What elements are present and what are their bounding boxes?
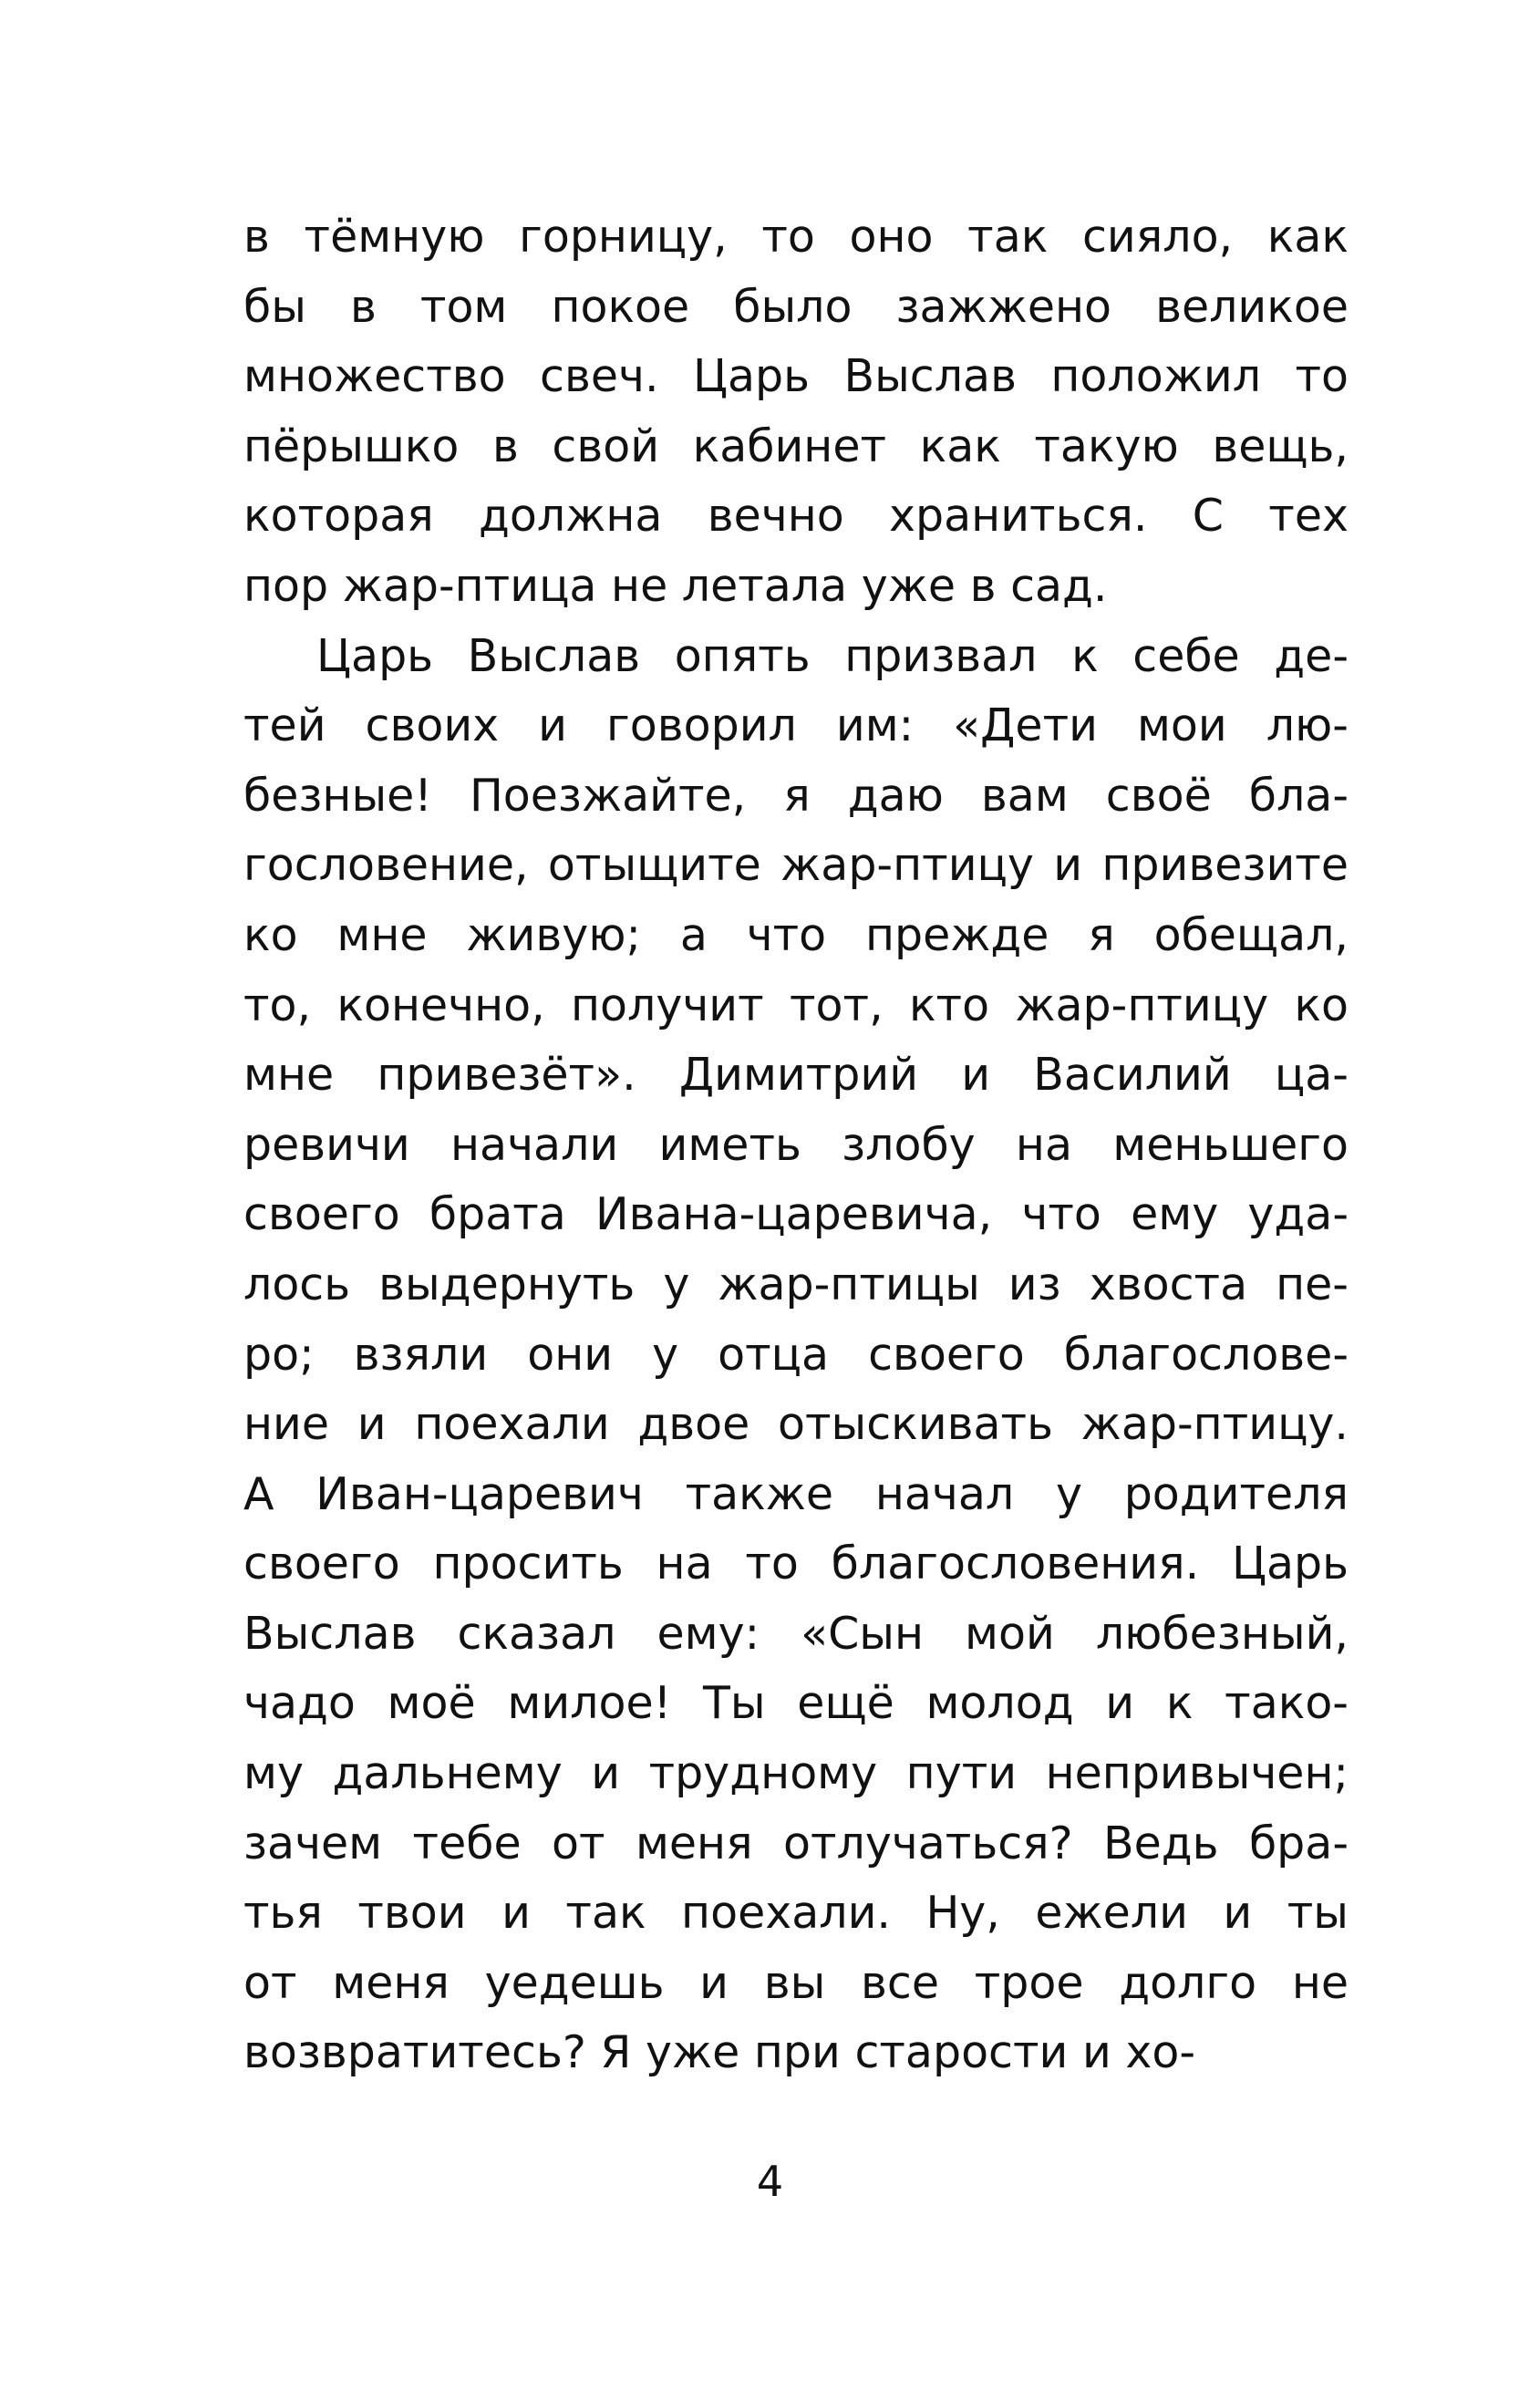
text-line: лось выдернуть у жар-птицы из хвоста пе-	[243, 1258, 1349, 1310]
text-line: безные! Поезжайте, я даю вам своё бла-	[243, 769, 1349, 822]
text-line: множество свеч. Царь Выслав положил то	[243, 350, 1349, 403]
text-line: му дальнему и трудному пути непривычен;	[243, 1747, 1349, 1800]
text-line: тей своих и говорил им: «Дети мои лю-	[243, 699, 1349, 752]
text-line: возвратитесь? Я уже при старости и хо-	[243, 2026, 1196, 2079]
text-line: ко мне живую; а что прежде я обещал,	[243, 908, 1349, 961]
text-line: то, конечно, получит тот, кто жар-птицу ко	[243, 979, 1349, 1031]
text-line: зачем тебе от меня отлучаться? Ведь бра-	[243, 1817, 1349, 1869]
text-line: своего брата Ивана-царевича, что ему уда-	[243, 1188, 1349, 1241]
text-line: Царь Выслав опять призвал к себе де-	[316, 629, 1349, 682]
text-line: которая должна вечно храниться. С тех	[243, 490, 1349, 543]
text-line: тья твои и так поехали. Ну, ежели и ты	[243, 1887, 1349, 1940]
text-line: своего просить на то благословения. Царь	[243, 1538, 1349, 1590]
text-line: пёрышко в свой кабинет как такую вещь,	[243, 419, 1349, 472]
text-line: ро; взяли они у отца своего благослове-	[243, 1328, 1349, 1381]
text-line: гословение, отыщите жар-птицу и привезите	[243, 839, 1349, 892]
page-number: 4	[756, 2157, 784, 2206]
text-line: от меня уедешь и вы все трое долго не	[243, 1956, 1349, 2009]
text-line: ние и поехали двое отыскивать жар-птицу.	[243, 1398, 1349, 1451]
text-line: бы в том покое было зажжено великое	[243, 280, 1349, 333]
text-line: ревичи начали иметь злобу на меньшего	[243, 1118, 1349, 1171]
body-text	[243, 202, 1349, 2088]
text-line: А Иван-царевич также начал у родителя	[243, 1467, 1349, 1520]
text-line: Выслав сказал ему: «Сын мой любезный,	[243, 1607, 1349, 1660]
text-line: пор жар-птица не летала уже в сад.	[243, 559, 1108, 612]
text-line: мне привезёт». Димитрий и Василий ца-	[243, 1049, 1349, 1102]
text-line: в тёмную горницу, то оно так сияло, как	[243, 211, 1349, 263]
text-line: чадо моё милое! Ты ещё молод и к тако-	[243, 1677, 1349, 1730]
